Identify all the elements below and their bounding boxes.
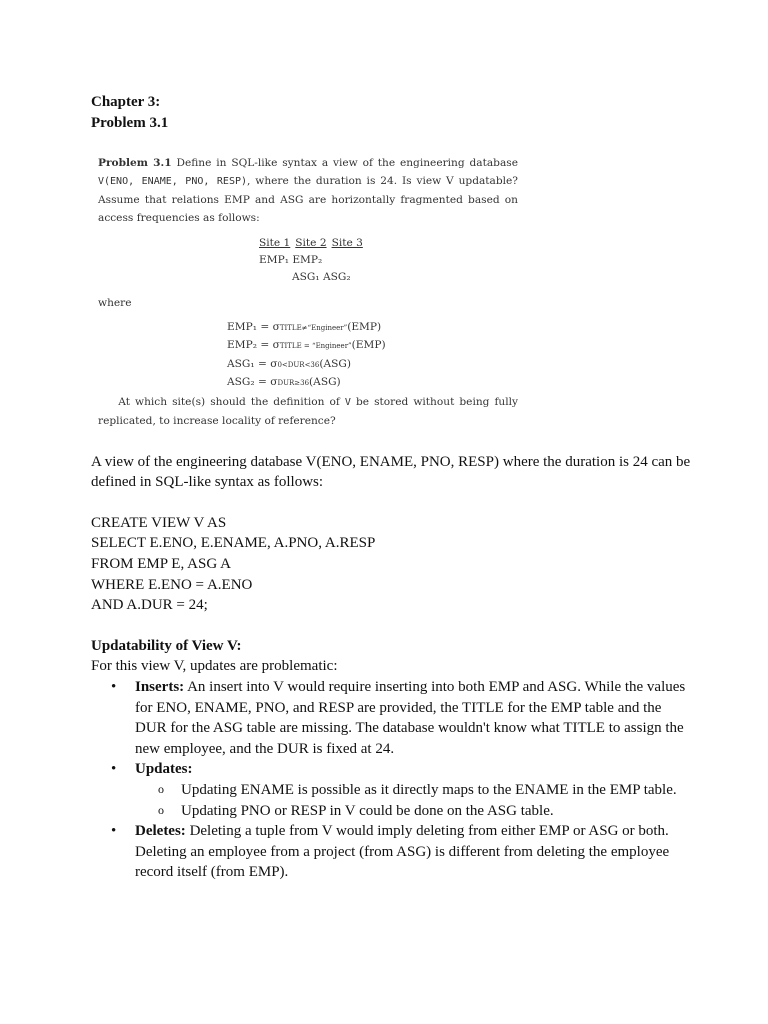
chapter-heading: Chapter 3: <box>91 94 161 110</box>
sql-line: WHERE E.ENO = A.ENO <box>91 576 253 593</box>
definition-asg2: ASG₂ = σDUR≥36(ASG) <box>227 376 341 389</box>
sql-code-block <box>91 513 691 616</box>
fragment-allocation-table <box>259 235 518 286</box>
problem-question: At which site(s) should the definition of V be stored without being fully replicated, to increase locality of reference? <box>98 395 519 427</box>
emp-fragments-row: EMP₁ EMP₂ <box>259 254 323 266</box>
site-2-header: Site 2 <box>295 237 327 249</box>
asg-fragments-row: ASG₁ ASG₂ <box>292 271 351 283</box>
deletes-item: • Deletes: Deleting a tuple from V would imply deleting from either EMP or ASG or both. Deleting an employee from a project (from ASG) is different from deleting the employee record itself (from EMP). <box>91 821 691 883</box>
definition-emp1: EMP₁ = σTITLE≠“Engineer”(EMP) <box>227 321 382 333</box>
site-1-header: Site 1 <box>259 237 291 249</box>
updatability-heading: Updatability of View V: <box>91 637 242 654</box>
updatability-list <box>91 677 691 883</box>
fragment-definitions <box>227 319 518 393</box>
definition-asg1: ASG₁ = σ0<DUR<36(ASG) <box>227 357 351 370</box>
problem-text-2: , where the duration is 24. Is view V updatable? Assume that relations EMP and ASG are horizontally fragmented based on access frequencies as follows: <box>98 175 518 224</box>
inserts-item: • Inserts: An insert into V would require inserting into both EMP and ASG. While the values for ENO, ENAME, PNO, and RESP are provided, the TITLE for the EMP table and the DUR for the ASG table are missing. The database wouldn't know what TITLE to assign the new employee, and the DUR is fixed at 24. <box>91 677 691 759</box>
problem-heading: Problem 3.1 <box>91 115 169 131</box>
where-label: where <box>98 297 132 309</box>
updates-item: • Updates: o Updating ENAME is possible as it directly maps to the ENAME in the EMP table. o Updating PNO or RESP in V could be done on the ASG table. <box>91 759 691 821</box>
problem-statement-image <box>98 154 518 430</box>
updatability-lead: For this view V, updates are problematic: <box>91 658 338 675</box>
sql-line: AND A.DUR = 24; <box>91 597 208 614</box>
updates-sublist <box>135 780 691 821</box>
sql-line: FROM EMP E, ASG A <box>91 556 231 572</box>
intro-paragraph: A view of the engineering database V(ENO, ENAME, PNO, RESP) where the duration is 24 can be defined in SQL-like syntax as follows: <box>91 453 691 491</box>
definition-emp2: EMP₂ = σTITLE = “Engineer”(EMP) <box>227 339 386 352</box>
site-headers <box>259 235 518 252</box>
view-signature: V(ENO, ENAME, PNO, RESP) <box>98 176 248 187</box>
site-3-header: Site 3 <box>331 237 363 249</box>
sql-line: SELECT E.ENO, E.ENAME, A.PNO, A.RESP <box>91 535 376 552</box>
problem-label: Problem 3.1 <box>98 157 172 169</box>
document-page <box>91 92 691 883</box>
problem-text-1: Define in SQL-like syntax a view of the engineering database <box>176 157 518 169</box>
updates-subitem: o Updating ENAME is possible as it directly maps to the ENAME in the EMP table. <box>135 780 691 801</box>
problem-statement <box>98 154 518 227</box>
sql-line: CREATE VIEW V AS <box>91 514 227 531</box>
updates-subitem: o Updating PNO or RESP in V could be done on the ASG table. <box>135 801 691 822</box>
